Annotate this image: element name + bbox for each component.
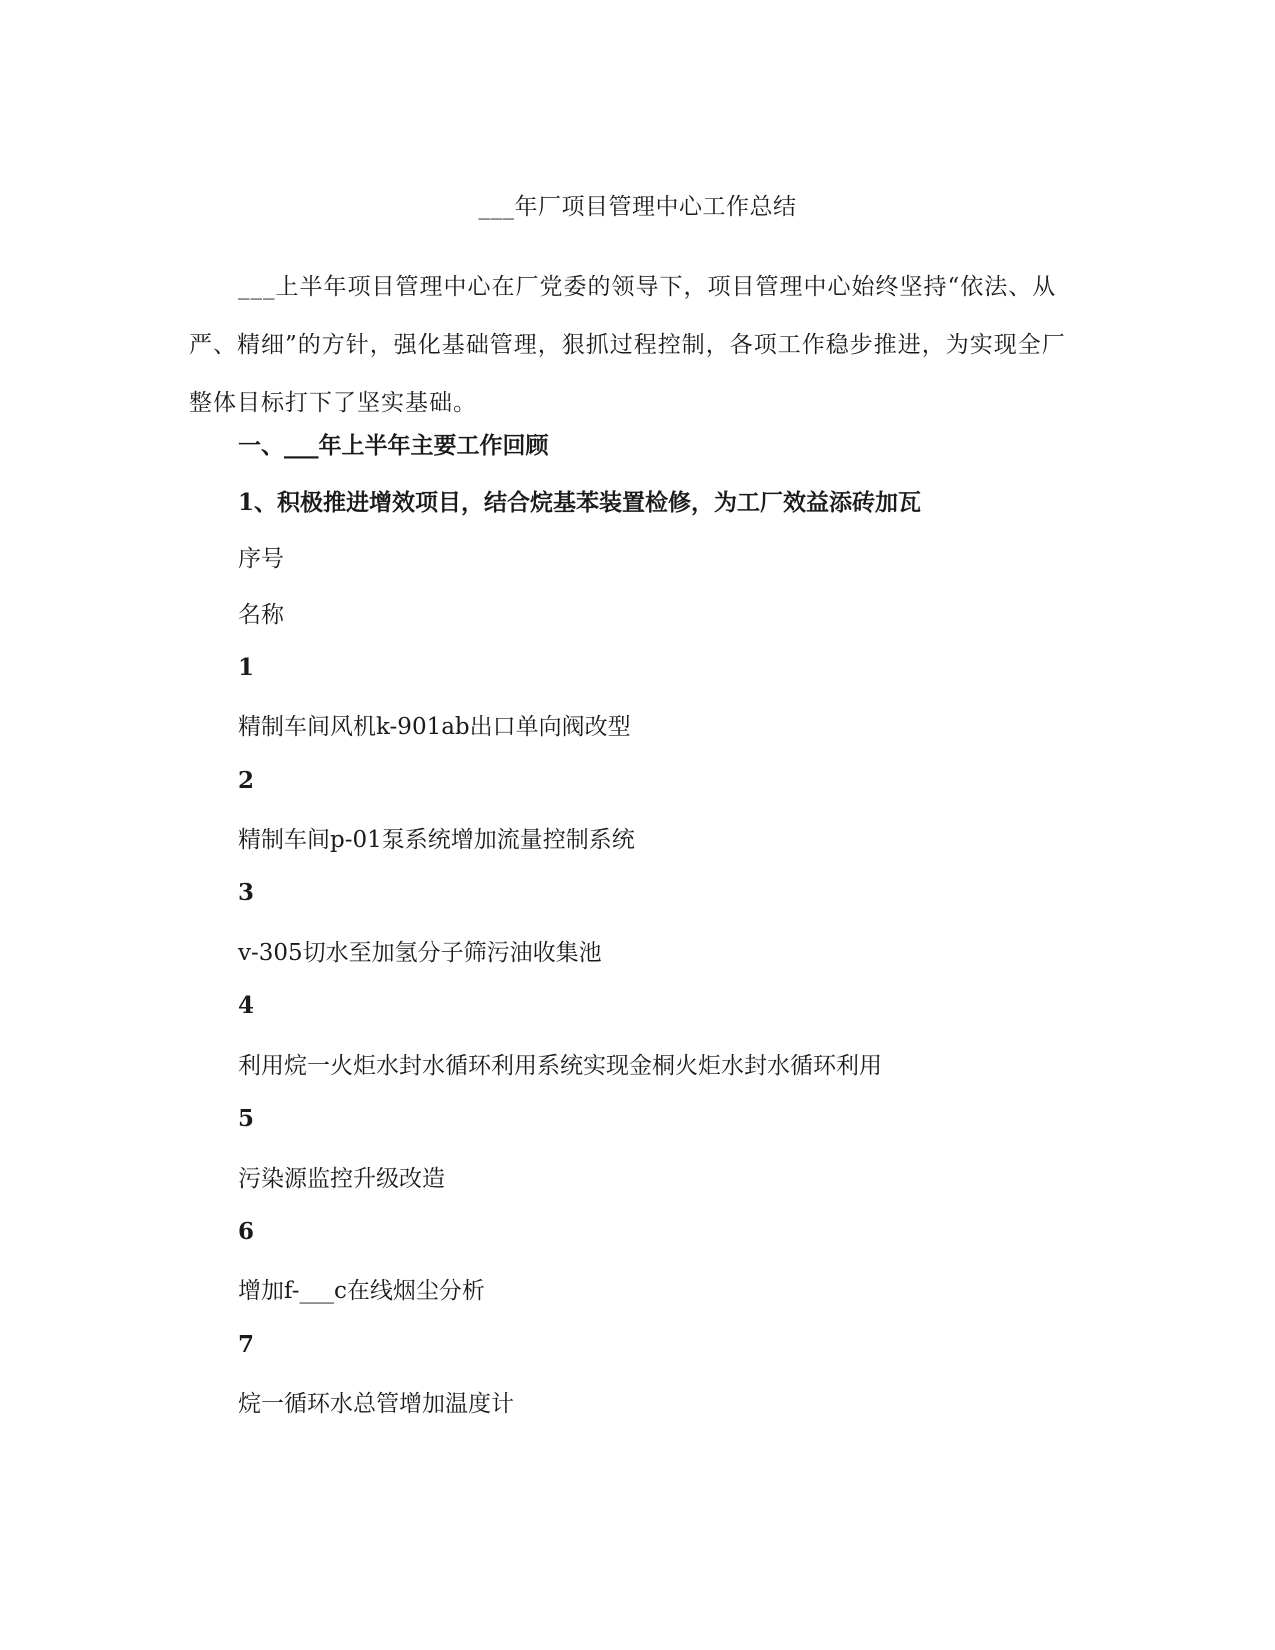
row-name: v-305切水至加氢分子筛污油收集池	[238, 940, 602, 966]
table-header-name: 名称	[238, 602, 284, 628]
row-number: 3	[238, 879, 255, 906]
row-number: 1	[238, 654, 255, 681]
row-number: 5	[238, 1105, 255, 1132]
row-name: 污染源监控升级改造	[238, 1166, 445, 1192]
row-number: 7	[238, 1331, 255, 1358]
row-number: 4	[238, 992, 255, 1019]
document-title: ___年厂项目管理中心工作总结	[478, 194, 797, 220]
row-name: 精制车间p-01泵系统增加流量控制系统	[238, 827, 635, 853]
row-number: 6	[238, 1218, 255, 1245]
row-name: 精制车间风机k-901ab出口单向阀改型	[238, 714, 631, 740]
intro-paragraph: ___上半年项目管理中心在厂党委的领导下，项目管理中心始终坚持“依法、从严、精细”的方针，强化基础管理，狠抓过程控制，各项工作稳步推进，为实现全厂整体目标打下了坚实基础。	[189, 274, 1066, 416]
section-heading: 一、___年上半年主要工作回顾	[238, 432, 549, 459]
subsection-heading: 1、积极推进增效项目，结合烷基苯装置检修，为工厂效益添砖加瓦	[238, 489, 922, 516]
row-name: 烷一循环水总管增加温度计	[238, 1391, 514, 1417]
row-name: 增加f-___c在线烟尘分析	[238, 1278, 485, 1304]
row-number: 2	[238, 767, 255, 794]
table-header-number: 序号	[238, 546, 284, 572]
row-name: 利用烷一火炬水封水循环利用系统实现金桐火炬水封水循环利用	[238, 1053, 882, 1079]
